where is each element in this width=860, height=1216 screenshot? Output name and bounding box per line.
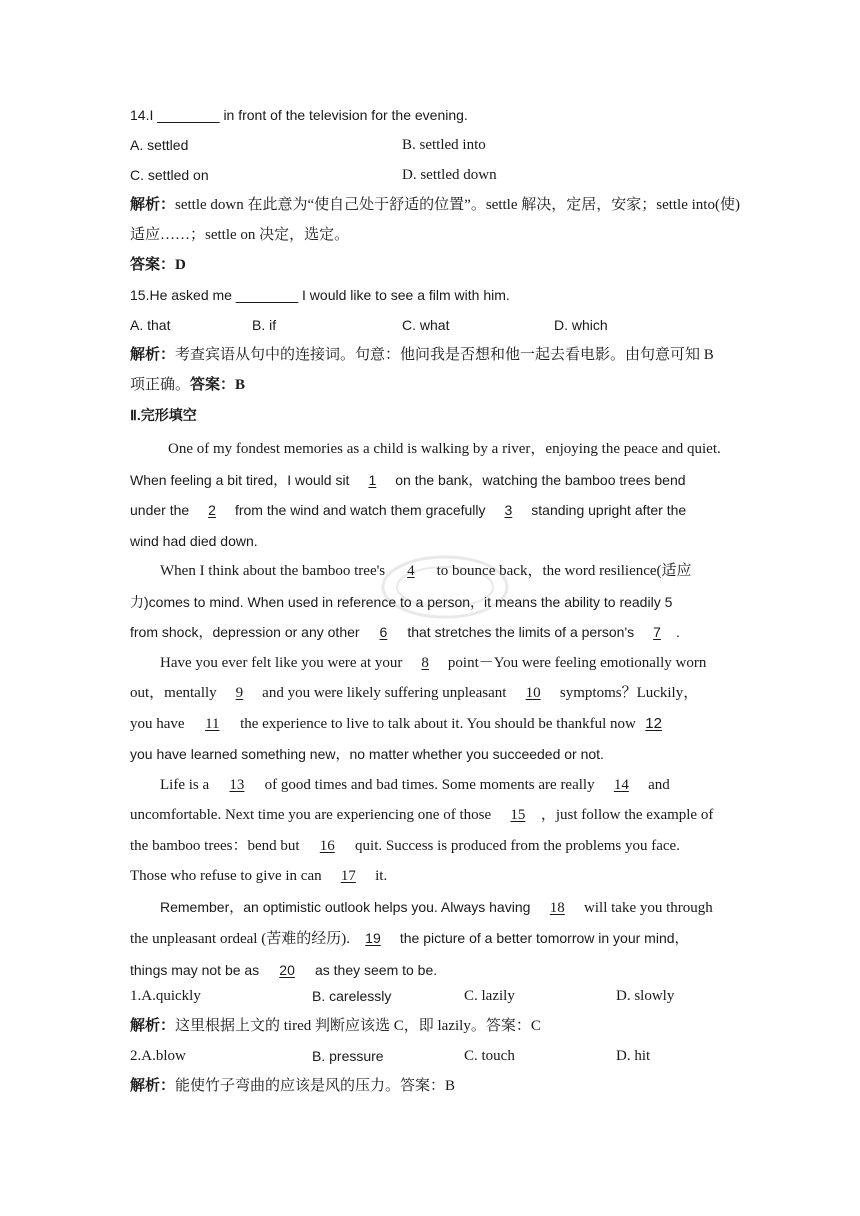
blank-9: 9 bbox=[235, 685, 244, 701]
blank-1: 1 bbox=[368, 471, 377, 488]
text-segment: ，just follow the example of bbox=[540, 807, 714, 823]
text-segment: When I think about the bamboo tree's bbox=[160, 563, 389, 579]
text-segment: as they seem to be. bbox=[311, 961, 438, 978]
q14-stem bbox=[130, 104, 732, 134]
q14-option-a: A. settled bbox=[130, 137, 189, 153]
q14-analysis-text: settle down 在此意为“使自己处于舒适的位置”。settle 解决，定居，安家；settle into(使) bbox=[175, 197, 740, 213]
text-segment: the unpleasant ordeal (苦难的经历). bbox=[130, 931, 350, 947]
q14-options-row1 bbox=[130, 134, 732, 164]
text-segment: symptoms？Luckily， bbox=[556, 685, 699, 701]
q15-analysis-text2: 项正确。 bbox=[130, 377, 191, 393]
c2-option-b: B. pressure bbox=[312, 1048, 384, 1064]
blank-14: 14 bbox=[613, 776, 629, 793]
q14-stem-text: in front of the television for the evening. bbox=[223, 107, 468, 123]
blank-15: 15 bbox=[510, 807, 526, 823]
q14-answer: 答案：D bbox=[130, 257, 186, 273]
q14-option-d: D. settled down bbox=[402, 167, 497, 183]
text-segment: the bamboo trees：bend but bbox=[130, 837, 304, 854]
q15-answer: 答案：B bbox=[190, 377, 246, 393]
text-segment: under the bbox=[130, 502, 194, 518]
text-segment: from the wind and watch them gracefully bbox=[231, 502, 490, 518]
text-segment: the experience to live to talk about it. You should be thankful now bbox=[236, 715, 640, 732]
p3-line2 bbox=[130, 678, 732, 709]
document-page bbox=[130, 104, 740, 1105]
p2-line3 bbox=[130, 617, 732, 648]
q15-analysis-text: 考查宾语从句中的连接词。句意：他问我是否想和他一起去看电影。由句意可知 B bbox=[175, 347, 714, 363]
blank-2: 2 bbox=[208, 502, 216, 518]
q14-analysis-cont: 适应……；settle on 决定，选定。 bbox=[130, 227, 350, 243]
analysis-label: 解析： bbox=[130, 347, 176, 363]
p1-line2 bbox=[130, 465, 732, 496]
text-segment: it. bbox=[371, 868, 388, 884]
p4-line2 bbox=[130, 800, 732, 831]
analysis-label: 解析： bbox=[130, 1018, 176, 1034]
blank-12: 12 bbox=[645, 714, 662, 732]
blank-16: 16 bbox=[319, 837, 335, 854]
p4-line3 bbox=[130, 831, 732, 862]
blank-19: 19 bbox=[365, 930, 381, 946]
text-segment: and bbox=[644, 776, 670, 793]
text-segment: out，mentally bbox=[130, 685, 221, 701]
c1-option-d: D. slowly bbox=[616, 988, 675, 1004]
c1-options bbox=[130, 985, 732, 1015]
q15-stem bbox=[130, 284, 732, 314]
p2-line1 bbox=[130, 556, 732, 587]
q15-analysis-cont bbox=[130, 374, 732, 404]
q15-option-b: B. if bbox=[252, 317, 277, 333]
text-segment: from shock，depression or any other bbox=[130, 624, 364, 640]
paragraph-1 bbox=[130, 434, 732, 556]
q14-number: 14.I bbox=[130, 107, 154, 123]
text-segment: Remember，an optimistic outlook helps you. Always having bbox=[160, 898, 535, 915]
paragraph-2 bbox=[130, 556, 732, 648]
text-segment: will take you through bbox=[580, 899, 713, 916]
q15-blank: ________ bbox=[235, 287, 299, 303]
q15-option-c: C. what bbox=[402, 317, 450, 333]
p3-line4: you have learned something new，no matter whether you succeeded or not. bbox=[130, 746, 604, 762]
c2-analysis bbox=[130, 1075, 732, 1105]
text-segment: . bbox=[676, 624, 680, 640]
p1-line3 bbox=[130, 495, 732, 526]
c2-analysis-text: 能使竹子弯曲的应该是风的压力。答案：B bbox=[175, 1078, 456, 1094]
text-segment: you have bbox=[130, 715, 189, 732]
text-segment: quit. Success is produced from the problems you face. bbox=[351, 837, 680, 854]
blank-17: 17 bbox=[340, 868, 356, 884]
text-segment: Those who refuse to give in can bbox=[130, 868, 326, 884]
text-segment: Have you ever felt like you were at your bbox=[160, 654, 407, 671]
p4-line1 bbox=[130, 770, 732, 801]
q14-blank: ________ bbox=[157, 107, 220, 123]
q14-analysis bbox=[130, 194, 740, 224]
c1-option-c: C. lazily bbox=[464, 988, 515, 1004]
blank-20: 20 bbox=[279, 961, 295, 978]
blank-6: 6 bbox=[379, 624, 388, 640]
text-segment: the picture of a better tomorrow in your mind， bbox=[395, 930, 689, 946]
cloze-passage bbox=[130, 434, 732, 985]
p5-line1 bbox=[130, 892, 732, 924]
text-segment: that stretches the limits of a person's bbox=[403, 624, 639, 640]
text-segment: of good times and bad times. Some moments are really bbox=[260, 776, 599, 793]
p5-line2 bbox=[130, 923, 732, 955]
p5-line3 bbox=[130, 955, 732, 986]
blank-7: 7 bbox=[653, 624, 661, 640]
text-segment: on the bank，watching the bamboo trees bend bbox=[391, 471, 686, 488]
p1-line1: One of my fondest memories as a child is walking by a river，enjoying the peace and quiet. bbox=[168, 441, 721, 457]
text-segment: and you were likely suffering unpleasant bbox=[258, 685, 511, 701]
paragraph-3 bbox=[130, 648, 732, 770]
q15-number: 15.He asked me bbox=[130, 287, 232, 303]
blank-18: 18 bbox=[549, 899, 565, 916]
q15-option-d: D. which bbox=[554, 317, 608, 333]
c2-options bbox=[130, 1045, 732, 1075]
blank-3: 3 bbox=[504, 502, 513, 518]
c2-option-a: 2.A.blow bbox=[130, 1048, 186, 1064]
paragraph-4 bbox=[130, 770, 732, 892]
p2-line2: 力)comes to mind. When used in reference to a person，it means the ability to readily 5 bbox=[130, 593, 673, 610]
q15-option-a: A. that bbox=[130, 317, 171, 333]
c1-option-a: 1.A.quickly bbox=[130, 988, 201, 1004]
q14-options-row2 bbox=[130, 164, 732, 194]
q15-options bbox=[130, 314, 732, 344]
p3-line3 bbox=[130, 709, 732, 740]
text-segment: Life is a bbox=[160, 776, 213, 793]
p3-line1 bbox=[130, 648, 732, 679]
blank-4: 4 bbox=[407, 563, 415, 579]
c1-analysis bbox=[130, 1015, 732, 1045]
c1-option-b: B. carelessly bbox=[312, 988, 392, 1004]
analysis-label: 解析： bbox=[130, 1078, 176, 1094]
p1-line4: wind had died down. bbox=[130, 532, 258, 549]
blank-11: 11 bbox=[205, 715, 220, 732]
blank-8: 8 bbox=[421, 654, 429, 671]
q14-option-b: B. settled into bbox=[402, 137, 486, 153]
q14-option-c: C. settled on bbox=[130, 167, 209, 183]
text-segment: uncomfortable. Next time you are experiencing one of those bbox=[130, 807, 495, 823]
analysis-label: 解析： bbox=[130, 197, 176, 213]
q15-analysis bbox=[130, 344, 732, 374]
c1-analysis-text: 这里根据上文的 tired 判断应该选 C，即 lazily。答案：C bbox=[175, 1018, 541, 1034]
paragraph-5 bbox=[130, 892, 732, 986]
text-segment: point－You were feeling emotionally worn bbox=[444, 654, 707, 671]
q15-stem-text: I would like to see a film with him. bbox=[302, 287, 510, 303]
text-segment: to bounce back，the word resilience(适应 bbox=[432, 563, 692, 579]
text-segment: When feeling a bit tired，I would sit bbox=[130, 471, 354, 488]
blank-10: 10 bbox=[525, 685, 541, 701]
c2-option-c: C. touch bbox=[464, 1048, 515, 1064]
p4-line4 bbox=[130, 861, 732, 892]
blank-13: 13 bbox=[229, 776, 245, 793]
c2-option-d: D. hit bbox=[616, 1048, 651, 1064]
text-segment: standing upright after the bbox=[527, 502, 687, 518]
text-segment: things may not be as bbox=[130, 961, 264, 978]
section-title: Ⅱ.完形填空 bbox=[130, 407, 197, 423]
